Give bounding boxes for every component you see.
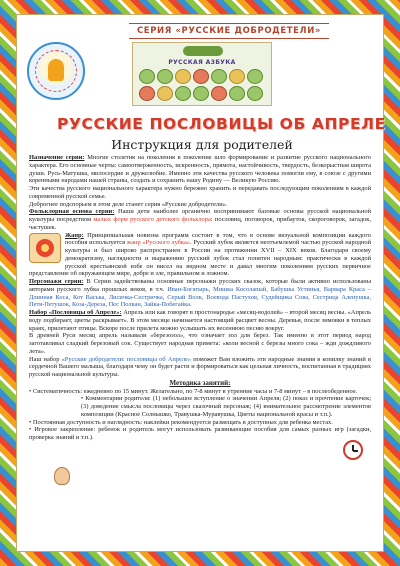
- series-header: СЕРИЯ «РУССКИЕ ДОБРОДЕТЕЛИ»: [129, 23, 329, 39]
- set-paragraph-3: Наш набор «Русские добродетели: пословицы об Апреле» поможет Вам вложить эти народные знания в копилку знаний в сердечной Вашего малыша, благодаря чему он будет расти и формироваться как цельная личность, воспитанная в традициях русской национальной культуры.: [29, 355, 371, 378]
- publisher-logo-icon: [27, 42, 85, 100]
- banner-name: РУССКАЯ АЗБУКА: [168, 59, 236, 66]
- purpose-paragraph-2: Эти качества русского национального характера нужно бережно хранить и передавать последующим поколениям в каждой современной русской семье.: [29, 185, 371, 200]
- folk-paragraph: Фольклорная основа серии: Наши дети наиболее органично воспринимают базовые основы русской национальной культуры посредством малых форм русского детского фольклора: пословиц, поговорок, прибауток, скороговорок, загадок, частушек.: [29, 208, 371, 231]
- methodology-title: Методика занятий:: [169, 378, 231, 387]
- page-subtitle: Инструкция для родителей: [111, 137, 293, 152]
- instruction-text: [29, 154, 371, 442]
- purpose-paragraph-3: Доброгнее подспорьем в этом деле станет серия «Русские добродетели».: [29, 200, 228, 208]
- lubok-picture-icon: [29, 233, 61, 263]
- list-item: • Постоянная доступность и наглядность: наклейки рекомендуется размещать в доступных для ребенка местах.: [29, 418, 333, 426]
- methodology-list: [29, 388, 371, 442]
- set-paragraph: Набор «Пословицы об Апреле»: Апрель или как говорят в простонародье «месяц-водолей» – второй месяц весны. «Апрель воду подбирает, цветы раскрывает». В этом месяце начинается настоящий расцвет весны. Деревья, после зимовки в теплых краях, прилетают птицы. Вскоре после прилета можно услышать их весеннюю песню вокруг.: [29, 309, 371, 332]
- list-item: • Комментарии родителя: (1) небольшое вступление о значении Апреля; (2) показ и прочтение карточек; (3) доведение смысла пословицы через сказочный персонаж; (4) внимательное рассмотрение элементов композиции (Красное Солнышко, Травушка-Муравушка, Цветы национальной красы и т.п.).: [81, 395, 371, 418]
- content-sheet: [16, 14, 384, 552]
- page-title: РУССКИЕ ПОСЛОВИЦЫ ОБ АПРЕЛЕ: [57, 115, 386, 133]
- list-item: • Систематичность: ежедневно по 15 минут. Желательно, по 7-8 минут в утренние часы и 7-8 минут – в послеобеденное.: [29, 387, 358, 395]
- purpose-paragraph: Назначение серии: Многие столетия на поколения в поколение шло формирование и развитие русского национального характера. Его основные черты: самоотверженность, искренность, прямота, настойчивость, твердость, безкорыстная широта души. Русь-Матушка, милосердие и дружелюбие. Именно эти качества русского человека помогли ему, в союзе с другими коренными народами нашей страны, создать и сохранить нашу Родину — Великую Россию.: [29, 154, 371, 185]
- parent-character-icon: [54, 467, 70, 485]
- genre-block: [29, 232, 371, 279]
- characters-paragraph: Персонажи серии: В Серии задействованы основные персонажи русских сказок, которые были активно использованы авторами русского лубка прошлых веков, в т.ч. Иван-Богатырь, Мишка Косолапый, Бабушка Устинья, Варвара Краса – Длинная Коса, Кот Васька, Лисичка-Сестричка, Серый Волк, Воевода Пастухов, Судейщика Сова, Сестрица Аленушка, Петя-Петушок, Коза-Дереза, Пес Полкан, Зайка-Побегайка.: [29, 278, 371, 309]
- alarm-clock-icon: [343, 440, 363, 460]
- set-paragraph-2: В древней Руси месяц апрель называли «березозол», что означает зол для берез. Так именно в этот период народ заготавливал сладкий березовый сок. Существует народная примета: «коли весной с березы много сока – жди дождливого лета».: [29, 332, 371, 355]
- series-banner-image: [132, 42, 272, 106]
- list-item: • Игровое закрепление: ребенок и родитель могут использовать развивающие пособия для самых разных игр (загадки, проверка знаний и т.п.).: [29, 426, 372, 441]
- genre-paragraph: Жанр: Принципиальная новизна программ состоит в том, что в основе визуальной композиции каждого пособия используется жанр «Русского лубка». Русский лубок является неотъемлемой частью русской народной культуры и был широко распространен в России на протяжении XVII – XIX веков. Благодаря своему демократизму, наглядности и выражению русский лубок стал понятен народным: практически в каждой русской крестьянской избе он висел на видном месте и давал многим поколениям русских первичное представление об окружающем мире, добре и зле, правильном и ложном.: [29, 231, 371, 278]
